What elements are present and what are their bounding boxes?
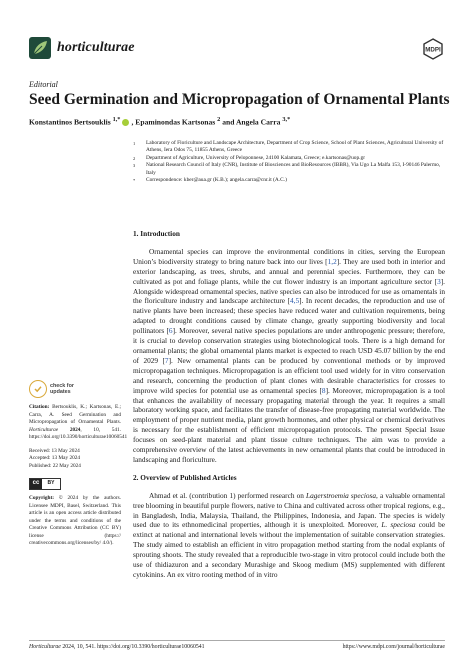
mdpi-logo-icon (422, 38, 444, 60)
citation-doi[interactable]: , 10, 541. https://doi.org/10.3390/horticulturae10060541 (29, 426, 128, 440)
copyright-label: Copyright: (29, 495, 55, 501)
published-date: Published: 22 May 2024 (29, 462, 81, 469)
paragraph-text: ]. Moreover, micropropagation is a tool that enhances the availability of necessary propagating material through the year. It requires a small laboratory working space, and facilitates the transfer of disease-free propagating material worldwide. The employment of proper nutrient media, plant growth hormones, and other physical or chemical derivatives is necessary for the establishment of efficient micropropagation protocols. The present Special Issue focuses on seed-plant material and plant tissue culture techniques. The aim was to provide a comprehensive overview of the latest achievements in new ornamental plants that could be introduced in landscaping and floriculture. (133, 385, 445, 464)
paragraph (133, 247, 445, 465)
author-name: and Angela Carra (220, 117, 283, 127)
sidebar (29, 380, 128, 548)
citation-year: 2024 (58, 426, 81, 433)
paragraph-text: ]. Alongside widespread ornamental species, native species can also be introduced for use as ornamentals in the floriculture industry and landscape architecture [ (133, 276, 445, 306)
citation-link[interactable]: 8 (321, 385, 326, 395)
paper-title: Seed Germination and Micropropagation of Ornamental Plants (29, 91, 450, 108)
affiliation-text: Department of Agriculture, University of Peloponnese, 24100 Kalamata, Greece; e.kartsonas@uop.gr (146, 154, 366, 161)
paragraph-text: Ornamental species can improve the environmental conditions in cities, serving the European Union’s biodiversity strategy to bring nature back into our lives [ (133, 246, 445, 266)
received-date: Received: 13 May 2024 (29, 447, 80, 454)
orcid-icon[interactable] (122, 119, 129, 126)
affiliation-item (133, 162, 448, 177)
paragraph-text: ]. New ornamental plants can be produced by conventional methods or by improved micropropagation techniques. Micropropagation is an efficient tool used widely for in vitro conservation and research, concerning the production of plant clones with desirable characteristics for crosses to improve wild species for potential use as ornamental species [ (133, 355, 445, 395)
citation-link[interactable]: 4,5 (290, 296, 300, 306)
journal-name: horticulturae (57, 40, 135, 55)
author-list (29, 116, 290, 127)
affiliation-item (133, 177, 448, 184)
paragraph-text: ]. They are used both in interior and exterior landscaping, as trees, shrubs, and annual and perennial species. Furthermore, they can be cultivated as pot and foliage plants, while the cut flower industry is an important agriculture sector [ (133, 256, 445, 286)
section-heading-introduction: 1. Introduction (133, 229, 180, 238)
citation-text: Bertsouklis, K.; Kartsonas, E.; Carra, A. Seed Germination and Micropropagation of Ornamental Plants. (29, 404, 121, 425)
publisher-logo-text: MDPI (425, 46, 441, 54)
citation-link[interactable]: 7 (164, 355, 169, 365)
affiliation-item (133, 140, 448, 155)
affiliation-text: Correspondence: kber@aua.gr (K.B.); angela.carra@cnr.it (A.C.) (146, 177, 287, 184)
check-updates-label: updates (50, 389, 71, 395)
citation-link[interactable]: 3 (437, 276, 441, 286)
cc-badge-left: cc (30, 479, 42, 489)
affiliation-number: 1 (133, 141, 136, 146)
cc-badge-right: BY (47, 480, 55, 487)
paragraph-text: Ahmad et al. (contribution 1) performed research on (149, 490, 307, 500)
footer-doi[interactable]: 2024, 10, 541. https://doi.org/10.3390/horticulturae10060541 (60, 644, 205, 650)
article-body (133, 229, 445, 580)
leaf-icon (29, 37, 51, 59)
dates-block (29, 448, 121, 471)
paragraph-text: ]. In recent decades, the reproduction and use of native plants have been increased; these species have reduced water and cultivation requirements, being adapted to drought conditions caused by climate change, greatly supporting biodiversity and local pollinators [ (133, 296, 446, 336)
paragraph (133, 491, 445, 580)
author-affiliation-marker: 1,* (112, 116, 121, 123)
affiliations (133, 140, 448, 184)
author-affiliation-marker: 2 (217, 116, 221, 123)
section-heading-overview: 2. Overview of Published Articles (133, 472, 237, 482)
author-name: Konstantinos Bertsouklis (29, 117, 113, 127)
cc-by-license-icon[interactable] (29, 478, 61, 490)
footer-divider (29, 640, 445, 641)
paragraph-text: could be extinct at national and international levels without the implementation of suitable conservation strategies. The study aimed to establish an efficient in vitro propagation method starting from the nodal explants of sprouting shoots. The study revealed that a reproducible two-stage in vitro protocol could include both the use of thidiazuron and a secondary Murashige and Skoog medium (MS) supplemented with different cytokinins. An ex vitro rooting method of in vitro (133, 520, 445, 579)
footer-journal-url[interactable]: https://www.mdpi.com/journal/horticulturae (342, 644, 445, 650)
article-type: Editorial (29, 80, 58, 89)
affiliation-number: 2 (133, 155, 136, 161)
paragraph-text: , a valuable ornamental tree blooming in beautiful purple flowers, native to China and cultivated across other tropical regions, e.g., in Bangladesh, India, Malaysia, Thailand, the Philippines, Indonesia, and Japan. The species is widely used due to its ethnomedicinal properties, although it is unexploited. Moreover, (133, 490, 446, 530)
check-updates-label: check for (50, 383, 74, 389)
affiliation-number: * (133, 178, 136, 184)
species-name: Lagerstroemia speciosa (306, 490, 377, 500)
footer-citation (29, 644, 205, 650)
copyright-text: © 2024 by the authors. Licensee MDPI, Basel, Switzerland. This article is an open access article distributed under the terms and conditions of the Creative Commons Attribution (CC BY) license (https:// creativecommons.org/licenses/by/ 4.0/). (29, 495, 121, 546)
affiliation-number: 3 (133, 163, 136, 169)
page-footer (29, 644, 445, 650)
affiliation-text: National Research Council of Italy (CNR), Institute of Biosciences and BioResources (IBBR), Via Ugo La Malfa 153, I-90146 Palermo, Italy (146, 162, 441, 176)
species-name: L. speciosa (381, 520, 416, 530)
author-affiliation-marker: 3,* (282, 116, 291, 123)
citation-link[interactable]: 6 (168, 326, 173, 336)
copyright-block (29, 495, 121, 548)
affiliation-text: Laboratory of Floriculture and Landscape Architecture, Department of Crop Science, School of Plant Sciences, Agricultural University of Athens, Iera Odos 75, 11855 Athens, Greece (146, 140, 444, 154)
check-updates-icon (29, 380, 47, 398)
citation-journal: Horticulturae (29, 426, 59, 433)
citation-block (29, 404, 128, 442)
footer-journal: Horticulturae (29, 644, 61, 650)
check-for-updates-button[interactable] (29, 380, 121, 398)
author-name: , Epaminondas Kartsonas (131, 117, 218, 127)
journal-header (29, 37, 135, 59)
accepted-date: Accepted: 13 May 2024 (29, 455, 81, 461)
citation-link[interactable]: 1,2 (327, 256, 337, 266)
paragraph-text: ]. Moreover, several native species populations are under anthropogenic pressure; therefore, it is crucial to develop conservation strategies using biotechnological tools. There is a high demand for ornamental plants; the global ornamental plants market is expected to reach USD 45.07 billion by the end of 2029 [ (133, 326, 446, 365)
citation-label: Citation: (29, 404, 50, 410)
